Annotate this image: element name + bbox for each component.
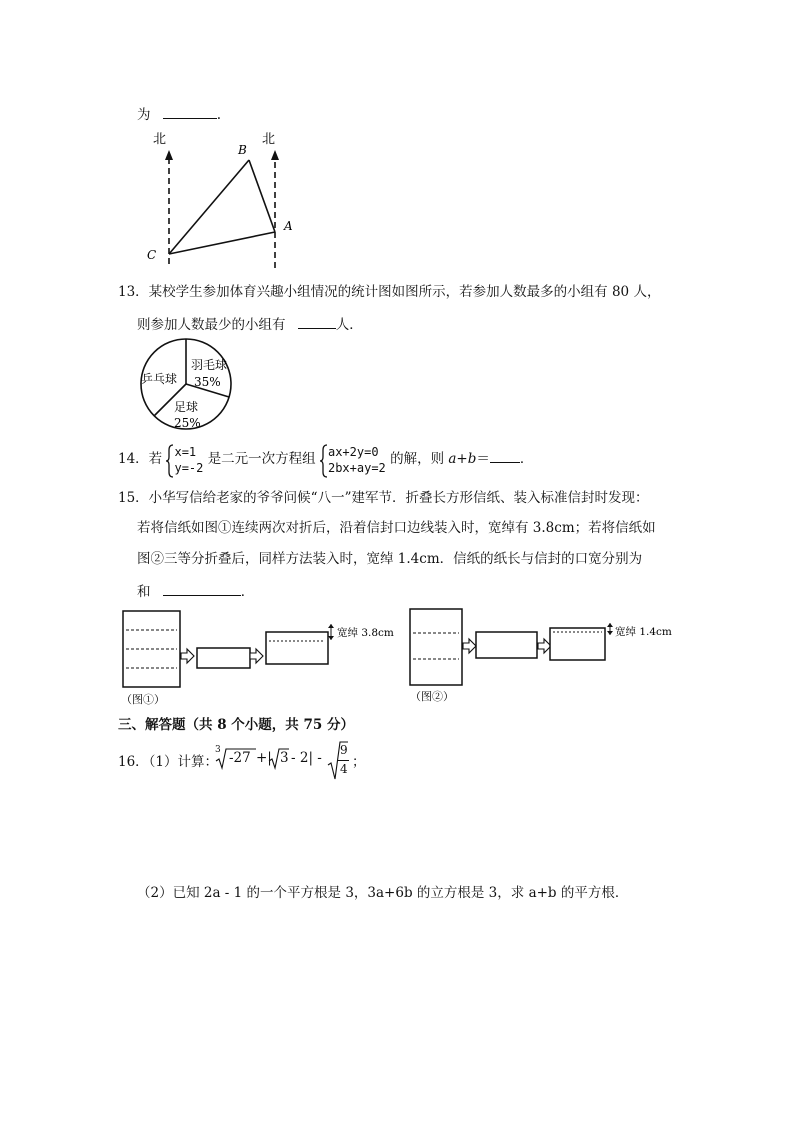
- q14-mid: 是二元一次方程组: [207, 451, 316, 467]
- q14-sys2-rows: [328, 444, 386, 476]
- q13-line2: [137, 314, 363, 334]
- q14-sys1-row2: y=-2: [174, 460, 204, 475]
- letter-paper-2: [410, 609, 462, 685]
- pie-slice-label-football: 足球: [174, 400, 199, 414]
- fig1-width-label: 宽绰 3.8cm: [337, 627, 394, 639]
- pie-slice-label-pingpong: 乒乓球: [141, 372, 178, 386]
- q14-end: ．: [519, 451, 534, 467]
- q14-sys1-row1: x=1: [174, 444, 197, 459]
- q15-line4: [137, 581, 254, 601]
- q16-plus: +|: [256, 750, 272, 766]
- q15-line3: 图②三等分折叠后，同样方法装入时，宽绰 1.4cm．信纸的纸长与信封的口宽分别为: [137, 551, 643, 567]
- q13-line2-b: 人．: [335, 317, 363, 333]
- north-label-1: 北: [153, 132, 167, 147]
- q15-answer-blank[interactable]: [163, 581, 241, 596]
- point-b-label: B: [238, 143, 247, 157]
- q16-minus-abs: - 2| -: [291, 750, 322, 766]
- folded-paper-1: [197, 648, 250, 668]
- q14-expr: a+b: [448, 451, 477, 467]
- q13-answer-blank[interactable]: [298, 314, 336, 329]
- q15-figure-2: [405, 606, 685, 708]
- fraction-bar: [338, 760, 349, 761]
- envelope-1: [266, 632, 328, 664]
- q14-answer-blank[interactable]: [490, 448, 520, 463]
- q16-part1-end: ；: [352, 754, 366, 770]
- q14-sys2-row1: ax+2y=0: [327, 444, 379, 459]
- q14-eq: ＝: [476, 451, 490, 467]
- q13-line2-a: 则参加人数最少的小组有: [137, 317, 286, 333]
- q12-answer-line: [137, 104, 221, 124]
- q14-sys1-rows: [174, 444, 203, 476]
- q14-num: 14．若: [118, 451, 163, 467]
- q15-line4-end: ．: [240, 584, 255, 600]
- q14-line: [118, 441, 533, 477]
- fig2-width-label: 宽绰 1.4cm: [615, 626, 672, 638]
- north-arrowhead-c: [165, 150, 173, 160]
- q12-lead: 为: [137, 107, 151, 123]
- q15-line4-a: 和: [137, 584, 151, 600]
- envelope-2: [550, 628, 605, 660]
- pie-slice-label-badminton: 羽毛球: [191, 358, 228, 372]
- arrow-icon: [250, 649, 263, 663]
- arrow-icon: [538, 639, 551, 653]
- brace-icon: [166, 444, 174, 478]
- q16-part2: （2）已知 2a - 1 的一个平方根是 3，3a+6b 的立方根是 3，求 a+b 的平方根．: [137, 885, 629, 901]
- arrow-icon: [463, 639, 476, 653]
- section3-title: 三、解答题（共 8 个小题，共 75 分）: [118, 717, 354, 733]
- point-c-label: C: [147, 248, 157, 262]
- pie-slice-pct-badminton: 35%: [194, 375, 221, 389]
- q12-bearing-figure: [135, 128, 305, 273]
- north-label-2: 北: [262, 132, 276, 147]
- q12-end: .: [216, 107, 222, 123]
- q14-equation-system: [320, 444, 386, 476]
- q14-tail: 的解，则: [390, 451, 445, 467]
- q13-pie-chart: [136, 338, 236, 430]
- fig1-caption: （图①）: [121, 693, 165, 706]
- radicand-1: -27: [229, 750, 251, 766]
- arrow-icon: [181, 649, 194, 663]
- brace-icon: [320, 444, 328, 478]
- segment-ba: [249, 160, 275, 232]
- q16-part1-label: 16．（1）计算：: [118, 754, 219, 770]
- pie-slice-pct-football: 25%: [174, 416, 201, 430]
- q15-figure-1: [118, 606, 398, 708]
- fraction-numerator: 9: [340, 743, 348, 757]
- radicand-2: 3: [280, 750, 289, 766]
- cube-root-index: 3: [215, 745, 221, 755]
- fraction-denominator: 4: [340, 762, 348, 776]
- folded-paper-2: [476, 632, 537, 658]
- q15-line2: 若将信纸如图①连续两次对折后，沿着信封口边线装入时，宽绰有 3.8cm；若将信纸如: [137, 520, 656, 536]
- fig2-caption: （图②）: [410, 690, 454, 703]
- q12-answer-blank[interactable]: [163, 104, 217, 119]
- point-a-label: A: [284, 219, 293, 233]
- q14-solution-system: [166, 444, 203, 476]
- north-arrowhead-a: [271, 150, 279, 160]
- q13-line1: 13．某校学生参加体育兴趣小组情况的统计图如图所示，若参加人数最多的小组有 80 人，: [118, 284, 661, 300]
- q14-sys2-row2: 2bx+ay=2: [327, 460, 386, 475]
- q15-line1: 15．小华写信给老家的爷爷问候“八一”建军节．折叠长方形信纸、装入标准信封时发现：: [118, 490, 649, 506]
